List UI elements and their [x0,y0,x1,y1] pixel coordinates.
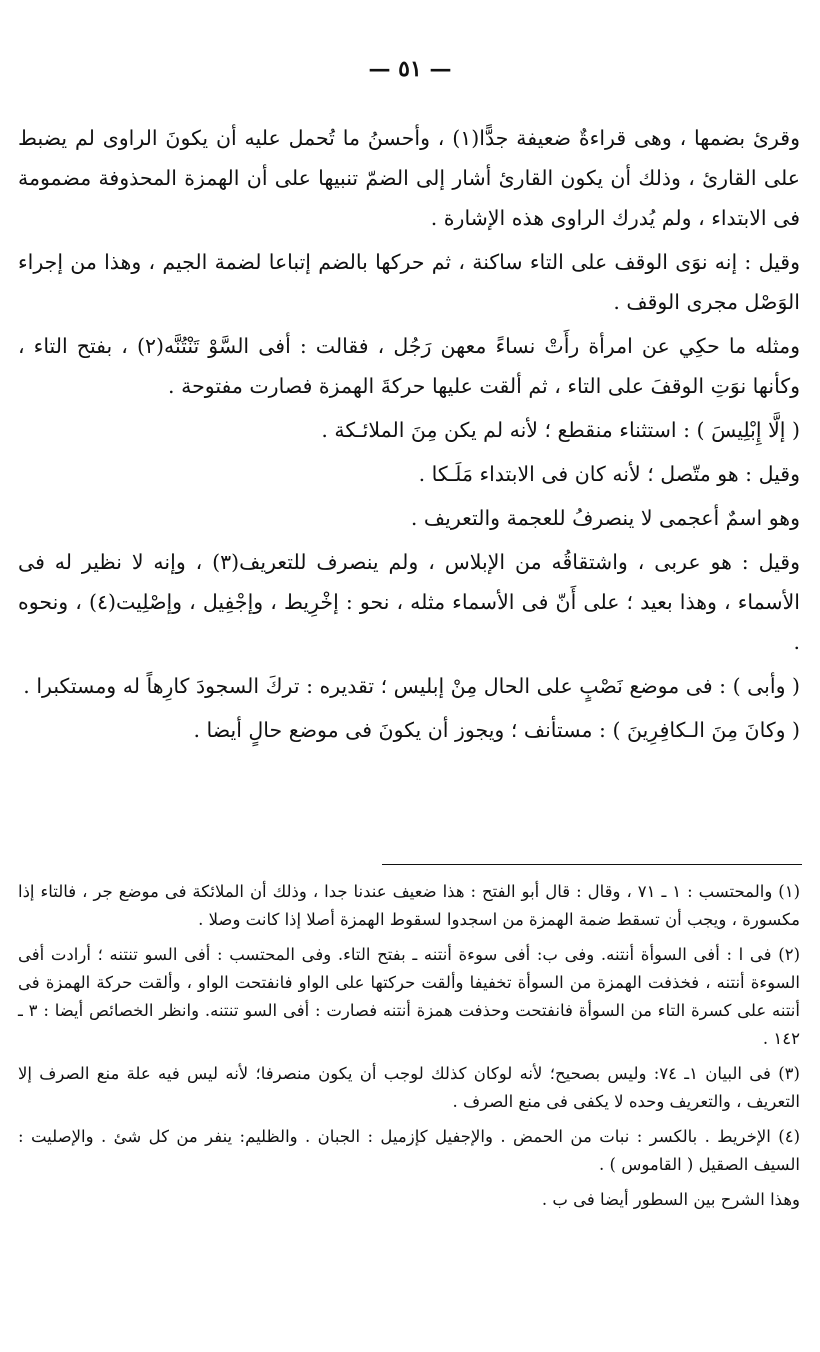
paragraph: ( إلَّا إِبْلِيسَ ) : استثناء منقطع ؛ لأنه لم يكن مِنَ الملائـكة . [321,418,800,442]
paragraph: وقيل : هو عربى ، واشتقاقُه من الإبلاس ، ولم ينصرف للتعريف(٣) ، وإنه لا نظير له فى الأسماء ، وهذا بعيد ؛ على أَنّ فى الأسماء مثله ، نحو : إخْرِيط ، وإجْفِيل ، وإصْلِيت(٤) ، ونحوه . [18,550,800,654]
footnote: وهذا الشرح بين السطور أيضا فى ب . [541,1190,800,1209]
footnote: (١) والمحتسب : ١ ـ ٧١ ، وقال : قال أبو الفتح : هذا ضعيف عندنا جدا ، وذلك أن الملائكة فى موضع جر ، فالتاء إذا مكسورة ، ويجب أن تسقط ضمة الهمزة من اسجدوا لسقوط الهمزة أصلا إذا كانت وصلا . [18,882,800,929]
paragraph: وهو اسمٌ أعجمى لا ينصرفُ للعجمة والتعريف . [410,506,800,530]
page-number: — ٥١ — [368,56,452,82]
paragraph: ( وأبى ) : فى موضع نَصْبٍ على الحال مِنْ إبليس ؛ تقديره : تركَ السجودَ كارِهاً له ومستكبرا . [23,674,800,698]
main-text [18,118,800,750]
paragraph: وقيل : هو متّصل ؛ لأنه كان فى الابتداء مَلَـكا . [418,462,800,486]
paragraph: وقيل : إنه نوَى الوقف على التاء ساكنة ، ثم حركها بالضم إتباعا لضمة الجيم ، وهذا من إجراء الوَصْل مجرى الوقف . [18,250,800,314]
paragraph: ( وكانَ مِنَ الـكافِرِينَ ) : مستأنف ؛ ويجوز أن يكونَ فى موضع حالٍ أيضا . [193,718,800,742]
footnote-separator [382,864,802,865]
footnotes [18,878,800,1221]
footnote: (٣) فى البيان ١ـ ٧٤: وليس بصحيح؛ لأنه لوكان كذلك لوجب أن يكون منصرفا؛ لأنه ليس فيه علة منع الصرف إلا التعريف ، والتعريف وحده لا يكفى فى منع الصرف . [18,1064,800,1111]
paragraph: ومثله ما حكِي عن امرأة رأَتْ نساءً معهن رَجُل ، فقالت : أفى السَّوْ تَنْتُنَّه(٢) ، بفتح التاء ، وكأنها نوَتِ الوقفَ على التاء ، ثم ألقت عليها حركةَ الهمزة فصارت مفتوحة . [18,334,800,398]
paragraph: وقرئ بضمها ، وهى قراءةٌ ضعيفة جدًّا(١) ، وأحسنُ ما تُحمل عليه أن يكونَ الراوى لم يضبط على القارئ ، وذلك أن يكون القارئ أشار إلى الضمّ تنبيها على أن الهمزة المحذوفة مضمومة فى الابتداء ، ولم يُدرك الراوى هذه الإشارة . [18,126,800,230]
footnote: (٤) الإخريط . بالكسر : نبات من الحمض . والإجفيل كإزميل : الجبان . والظليم: ينفر من كل شئ . والإصليت : السيف الصقيل ( القاموس ) . [18,1127,800,1174]
footnote: (٢) فى ا : أفى السوأة أنتنه. وفى ب: أفى سوءة أنتنه ـ بفتح التاء. وفى المحتسب : أفى السو تنتنه ؛ أرادت أفى السوءة أنتنه ، فخذفت الهمزة من السوأة تخفيفا وألقت حركتها على الواو فانفتحت الواو ، وألقت حركة الهمزة فى أنتنه على كسرة التاء من السوأة فانفتحت وحذفت همزة أنتنه فصارت : أفى السو تنتنه. وانظر الخصائص أيضا : ٣ ـ ١٤٢ . [18,945,800,1048]
